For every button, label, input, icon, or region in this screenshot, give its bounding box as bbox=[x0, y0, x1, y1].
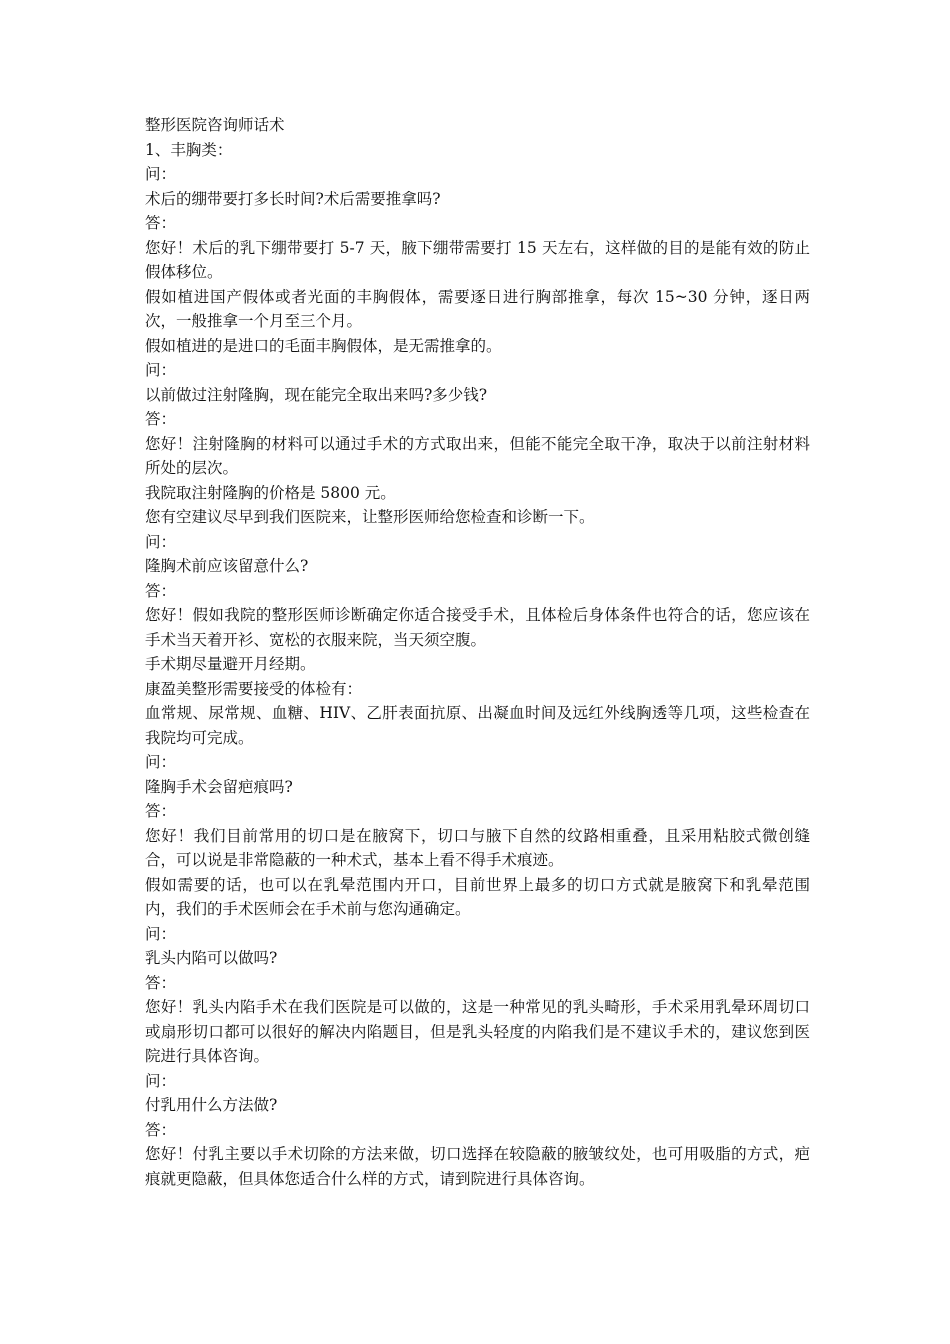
answer-label: 答： bbox=[145, 410, 177, 428]
answer-label: 答： bbox=[145, 1120, 177, 1139]
answer-label: 答： bbox=[145, 973, 177, 992]
answer-paragraph: 您好！假如我院的整形医师诊断确定你适合接受手术，且体检后身体条件也符合的话，您应该在手术当天着开衫、宽松的衣服来院，当天须空腹。 bbox=[145, 606, 810, 649]
question-label: 问： bbox=[145, 361, 177, 379]
answer-paragraph: 假如植进国产假体或者光面的丰胸假体，需要逐日进行胸部推拿，每次 15~30 分钟，逐日两次，一般推拿一个月至三个月。 bbox=[145, 287, 810, 330]
answer-paragraph: 手术期尽量避开月经期。 bbox=[145, 655, 316, 673]
question-label: 问： bbox=[145, 165, 177, 183]
answer-paragraph: 您有空建议尽早到我们医院来，让整形医师给您检查和诊断一下。 bbox=[145, 508, 595, 526]
answer-label: 答： bbox=[145, 214, 177, 232]
document-page bbox=[145, 113, 810, 1191]
answer-paragraph: 康盈美整形需要接受的体检有： bbox=[145, 679, 363, 698]
section-heading: 1、丰胸类： bbox=[145, 140, 233, 159]
question-label: 问： bbox=[145, 924, 177, 943]
question-text: 隆胸手术会留疤痕吗? bbox=[145, 777, 293, 796]
question-text: 乳头内陷可以做吗? bbox=[145, 949, 278, 967]
answer-paragraph: 血常规、尿常规、血糖、HIV、乙肝表面抗原、出凝血时间及远红外线胸透等几项，这些检查在我院均可完成。 bbox=[145, 704, 810, 747]
question-label: 问： bbox=[145, 532, 177, 551]
answer-paragraph: 假如植进的是进口的毛面丰胸假体，是无需推拿的。 bbox=[145, 336, 502, 355]
answer-label: 答： bbox=[145, 581, 177, 600]
answer-paragraph: 您好！我们目前常用的切口是在腋窝下，切口与腋下自然的纹路相重叠，且采用粘胶式微创缝合，可以说是非常隐蔽的一种术式，基本上看不得手术痕迹。 bbox=[145, 826, 810, 869]
document-title: 整形医院咨询师话术 bbox=[145, 116, 285, 134]
question-text: 术后的绷带要打多长时间?术后需要推拿吗? bbox=[145, 189, 441, 208]
answer-paragraph: 您好！付乳主要以手术切除的方法来做，切口选择在较隐蔽的腋皱纹处，也可用吸脂的方式，疤痕就更隐蔽，但具体您适合什么样的方式，请到院进行具体咨询。 bbox=[145, 1145, 810, 1188]
question-text: 付乳用什么方法做? bbox=[145, 1096, 278, 1114]
answer-paragraph: 您好！术后的乳下绷带要打 5-7 天，腋下绷带需要打 15 天左右，这样做的目的是能有效的防止假体移位。 bbox=[145, 238, 810, 281]
answer-paragraph: 您好！注射隆胸的材料可以通过手术的方式取出来，但能不能完全取干净，取决于以前注射材料所处的层次。 bbox=[145, 434, 810, 477]
answer-paragraph: 我院取注射隆胸的价格是 5800 元。 bbox=[145, 483, 396, 502]
answer-paragraph: 假如需要的话，也可以在乳晕范围内开口，目前世界上最多的切口方式就是腋窝下和乳晕范围内，我们的手术医师会在手术前与您沟通确定。 bbox=[145, 875, 810, 918]
answer-label: 答： bbox=[145, 802, 177, 820]
answer-paragraph: 您好！乳头内陷手术在我们医院是可以做的，这是一种常见的乳头畸形，手术采用乳晕环周切口或扇形切口都可以很好的解决内陷题目，但是乳头轻度的内陷我们是不建议手术的，建议您到医院进行具体咨询。 bbox=[145, 998, 810, 1065]
question-label: 问： bbox=[145, 753, 177, 771]
question-text: 以前做过注射隆胸，现在能完全取出来吗?多少钱? bbox=[145, 385, 488, 404]
question-text: 隆胸术前应该留意什么? bbox=[145, 557, 309, 575]
question-label: 问： bbox=[145, 1071, 177, 1090]
